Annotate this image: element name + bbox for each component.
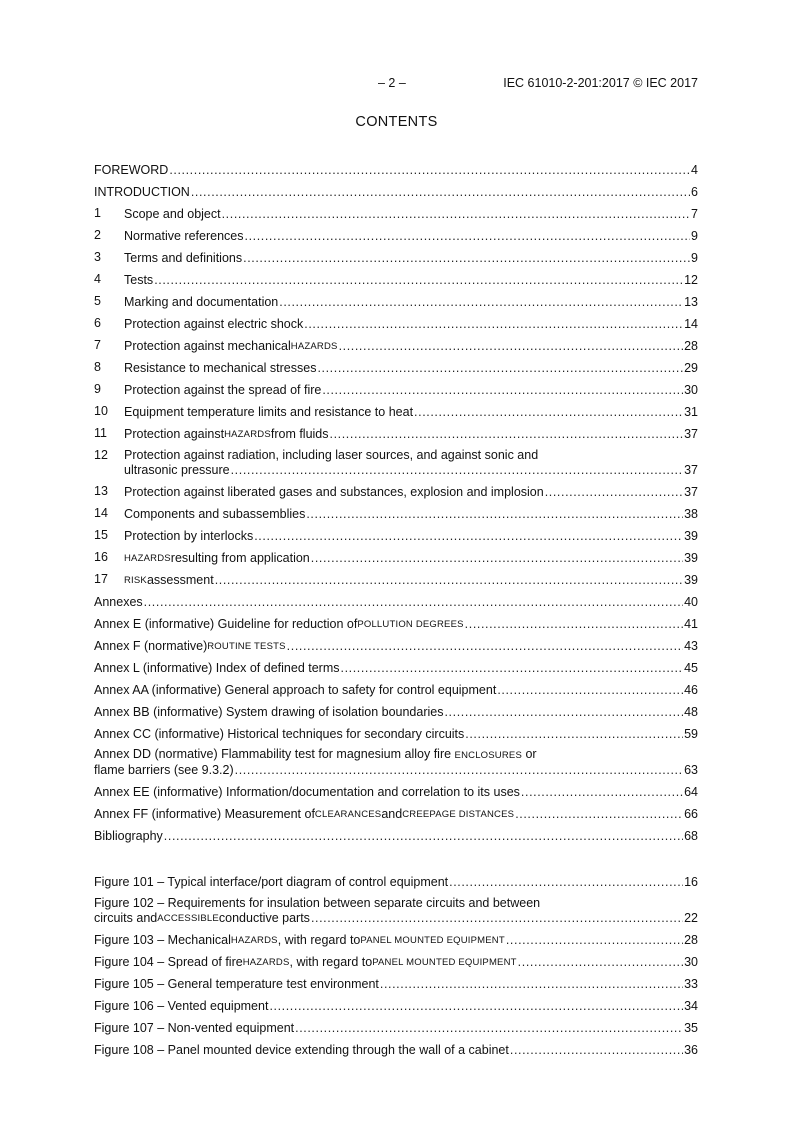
toc-entry[interactable]	[94, 545, 698, 567]
entry-title: Scope and object	[124, 207, 221, 221]
page-reference: 64	[684, 785, 698, 799]
dot-leader	[169, 163, 690, 178]
clause-number: 15	[94, 528, 108, 542]
page-reference: 30	[684, 955, 698, 969]
dot-leader	[510, 1043, 683, 1058]
list-of-figures	[94, 869, 698, 1059]
entry-title: Annexes	[94, 595, 143, 609]
page-number: – 2 –	[378, 76, 406, 90]
toc-entry[interactable]	[94, 179, 698, 201]
entry-title: ultrasonic pressure	[124, 463, 230, 477]
toc-entry[interactable]	[94, 245, 698, 267]
defined-term: HAZARDS	[242, 957, 290, 968]
dot-leader	[222, 207, 690, 222]
toc-entry[interactable]	[94, 157, 698, 179]
toc-entry[interactable]	[94, 355, 698, 377]
toc-entry[interactable]	[94, 311, 698, 333]
page-reference: 37	[684, 463, 698, 477]
entry-title-line: Annex DD (normative) Flammability test for magnesium alloy fire	[94, 747, 455, 761]
page-reference: 68	[684, 829, 698, 843]
entry-title: Protection against electric shock	[124, 317, 304, 331]
entry-title-line: Protection against radiation, including laser sources, and against sonic and	[124, 448, 539, 462]
entry-title: , with regard to	[289, 955, 373, 969]
page-reference: 9	[691, 229, 698, 243]
entry-title: , with regard to	[277, 933, 361, 947]
entry-title: Annex BB (informative) System drawing of isolation boundaries	[94, 705, 444, 719]
defined-term: CLEARANCES	[314, 809, 382, 820]
page-title: CONTENTS	[355, 114, 438, 130]
figure-entry[interactable]	[94, 927, 698, 949]
entry-title: conductive parts	[218, 911, 310, 925]
dot-leader	[465, 617, 683, 632]
clause-number: 13	[94, 484, 108, 498]
toc-entry[interactable]	[94, 721, 698, 743]
toc-entry[interactable]	[94, 589, 698, 611]
clause-number: 8	[94, 360, 101, 374]
page-reference: 45	[684, 661, 698, 675]
entry-title: Protection by interlocks	[124, 529, 254, 543]
page-reference: 28	[684, 933, 698, 947]
entry-title: Figure 108 – Panel mounted device extending through the wall of a cabinet	[94, 1043, 509, 1057]
page-reference: 39	[684, 529, 698, 543]
dot-leader	[191, 185, 690, 200]
page-reference: 12	[684, 273, 698, 287]
defined-term: HAZARDS	[224, 429, 271, 440]
dot-leader	[254, 529, 683, 544]
entry-title: Bibliography	[94, 829, 163, 843]
entry-title-line: or	[522, 747, 537, 761]
entry-title: Figure 105 – General temperature test environment	[94, 977, 379, 991]
entry-title: Resistance to mechanical stresses	[124, 361, 317, 375]
defined-term: PANEL MOUNTED EQUIPMENT	[372, 957, 517, 968]
page-reference: 40	[684, 595, 698, 609]
page-reference: 13	[684, 295, 698, 309]
page-reference: 37	[684, 427, 698, 441]
defined-term: HAZARDS	[290, 341, 338, 352]
toc-entry[interactable]	[94, 501, 698, 523]
toc-entry[interactable]	[94, 223, 698, 245]
toc-entry[interactable]	[94, 333, 698, 355]
entry-title: Annex FF (informative) Measurement of	[94, 807, 315, 821]
dot-leader	[311, 551, 683, 566]
page-reference: 28	[684, 339, 698, 353]
page-reference: 9	[691, 251, 698, 265]
standard-identifier: IEC 61010-2-201:2017 © IEC 2017	[503, 76, 698, 90]
clause-number: 12	[94, 448, 108, 462]
dot-leader	[279, 295, 683, 310]
entry-title: Terms and definitions	[124, 251, 243, 265]
dot-leader	[339, 339, 684, 354]
entry-title: Figure 101 – Typical interface/port diagram of control equipment	[94, 875, 449, 889]
page-reference: 39	[684, 551, 698, 565]
toc-entry[interactable]	[94, 699, 698, 721]
entry-title-line: Figure 102 – Requirements for insulation between separate circuits and between	[94, 896, 541, 910]
clause-number: 14	[94, 506, 108, 520]
page-reference: 6	[691, 185, 698, 199]
entry-title: circuits and	[94, 911, 158, 925]
dot-leader	[164, 829, 683, 844]
clause-number: 17	[94, 572, 108, 586]
page-reference: 33	[684, 977, 698, 991]
dot-leader	[515, 807, 683, 822]
dot-leader	[287, 639, 683, 654]
entry-title: Normative references	[124, 229, 244, 243]
dot-leader	[317, 361, 683, 376]
entry-title: Annex E (informative) Guideline for reduction of	[94, 617, 358, 631]
entry-title: Annex F (normative)	[94, 639, 208, 653]
entry-title: Figure 103 – Mechanical	[94, 933, 231, 947]
dot-leader	[330, 427, 684, 442]
page-reference: 16	[684, 875, 698, 889]
dot-leader	[245, 229, 691, 244]
dot-leader	[444, 705, 683, 720]
dot-leader	[449, 875, 683, 890]
entry-title: Annex L (informative) Index of defined terms	[94, 661, 340, 675]
page-header	[94, 76, 698, 92]
page-reference: 41	[684, 617, 698, 631]
toc-entry[interactable]	[94, 779, 698, 801]
toc-entry[interactable]	[94, 677, 698, 699]
dot-leader	[380, 977, 683, 992]
page-reference: 14	[684, 317, 698, 331]
page-reference: 63	[684, 763, 698, 777]
dot-leader	[235, 763, 683, 778]
figure-entry[interactable]	[94, 971, 698, 993]
dot-leader	[154, 273, 683, 288]
figure-entry[interactable]	[94, 1015, 698, 1037]
entry-title: Equipment temperature limits and resistance to heat	[124, 405, 414, 419]
clause-number: 4	[94, 272, 101, 286]
defined-term: PANEL MOUNTED EQUIPMENT	[360, 935, 505, 946]
entry-title: Figure 106 – Vented equipment	[94, 999, 269, 1013]
page-reference: 30	[684, 383, 698, 397]
page-reference: 22	[684, 911, 698, 925]
dot-leader	[414, 405, 683, 420]
dot-leader	[322, 383, 683, 398]
dot-leader	[304, 317, 683, 332]
entry-title: and	[381, 807, 403, 821]
table-of-contents	[94, 157, 698, 845]
toc-entry[interactable]	[94, 377, 698, 399]
clause-number: 3	[94, 250, 101, 264]
entry-title: Annex CC (informative) Historical techniques for secondary circuits	[94, 727, 465, 741]
entry-title: FOREWORD	[94, 163, 169, 177]
dot-leader	[506, 933, 683, 948]
clause-number: 1	[94, 206, 101, 220]
toc-entry[interactable]	[94, 743, 698, 779]
entry-title: Marking and documentation	[124, 295, 279, 309]
page-reference: 35	[684, 1021, 698, 1035]
entry-title: Protection against the spread of fire	[124, 383, 322, 397]
defined-term: HAZARDS	[124, 553, 171, 564]
defined-term: ROUTINE TESTS	[207, 641, 286, 652]
toc-entry[interactable]	[94, 567, 698, 589]
clause-number: 9	[94, 382, 101, 396]
entry-title: Protection against liberated gases and substances, explosion and implosion	[124, 485, 544, 499]
page-reference: 31	[684, 405, 698, 419]
page-reference: 7	[691, 207, 698, 221]
figure-entry[interactable]	[94, 869, 698, 891]
figure-entry[interactable]	[94, 1037, 698, 1059]
entry-title: flame barriers (see 9.3.2)	[94, 763, 234, 777]
page-reference: 34	[684, 999, 698, 1013]
toc-entry[interactable]	[94, 443, 698, 479]
entry-title: Components and subassemblies	[124, 507, 306, 521]
entry-title: Protection against	[124, 427, 225, 441]
defined-term: POLLUTION DEGREES	[357, 619, 464, 630]
page-reference: 48	[684, 705, 698, 719]
page-reference: 37	[684, 485, 698, 499]
entry-title: from fluids	[270, 427, 329, 441]
toc-entry[interactable]	[94, 823, 698, 845]
defined-term: HAZARDS	[230, 935, 278, 946]
entry-title: INTRODUCTION	[94, 185, 190, 199]
dot-leader	[465, 727, 683, 742]
toc-entry[interactable]	[94, 655, 698, 677]
entry-title: Tests	[124, 273, 154, 287]
dot-leader	[215, 573, 683, 588]
toc-entry[interactable]	[94, 201, 698, 223]
page-reference: 29	[684, 361, 698, 375]
toc-entry[interactable]	[94, 421, 698, 443]
entry-title: Protection against mechanical	[124, 339, 291, 353]
figure-entry[interactable]	[94, 949, 698, 971]
toc-entry[interactable]	[94, 523, 698, 545]
dot-leader	[243, 251, 690, 266]
entry-title: Figure 104 – Spread of fire	[94, 955, 243, 969]
entry-title: Figure 107 – Non-vented equipment	[94, 1021, 295, 1035]
dot-leader	[311, 911, 683, 926]
figure-entry[interactable]	[94, 993, 698, 1015]
dot-leader	[497, 683, 683, 698]
clause-number: 6	[94, 316, 101, 330]
clause-number: 5	[94, 294, 101, 308]
page-reference: 38	[684, 507, 698, 521]
entry-title: Annex EE (informative) Information/documentation and correlation to its uses	[94, 785, 520, 799]
clause-number: 2	[94, 228, 101, 242]
dot-leader	[144, 595, 683, 610]
toc-entry[interactable]	[94, 267, 698, 289]
toc-entry[interactable]	[94, 479, 698, 501]
page-reference: 36	[684, 1043, 698, 1057]
page-reference: 46	[684, 683, 698, 697]
toc-entry[interactable]	[94, 633, 698, 655]
dot-leader	[341, 661, 684, 676]
dot-leader	[521, 785, 683, 800]
toc-entry[interactable]	[94, 289, 698, 311]
dot-leader	[518, 955, 683, 970]
entry-title: resulting from application	[170, 551, 310, 565]
defined-term: RISK	[124, 575, 147, 586]
dot-leader	[545, 485, 683, 500]
clause-number: 7	[94, 338, 101, 352]
entry-title: Annex AA (informative) General approach to safety for control equipment	[94, 683, 497, 697]
page-reference: 66	[684, 807, 698, 821]
dot-leader	[306, 507, 683, 522]
clause-number: 16	[94, 550, 108, 564]
page-reference: 59	[684, 727, 698, 741]
toc-entry[interactable]	[94, 801, 698, 823]
page-reference: 4	[691, 163, 698, 177]
clause-number: 11	[94, 426, 107, 440]
dot-leader	[231, 463, 683, 478]
page-reference: 43	[684, 639, 698, 653]
dot-leader	[269, 999, 683, 1014]
toc-entry[interactable]	[94, 611, 698, 633]
entry-title: assessment	[146, 573, 214, 587]
toc-entry[interactable]	[94, 399, 698, 421]
page-reference: 39	[684, 573, 698, 587]
defined-term: ENCLOSURES	[454, 750, 522, 761]
clause-number: 10	[94, 404, 108, 418]
defined-term: ACCESSIBLE	[157, 913, 219, 924]
figure-entry[interactable]	[94, 891, 698, 927]
defined-term: CREEPAGE DISTANCES	[402, 809, 515, 820]
dot-leader	[295, 1021, 683, 1036]
